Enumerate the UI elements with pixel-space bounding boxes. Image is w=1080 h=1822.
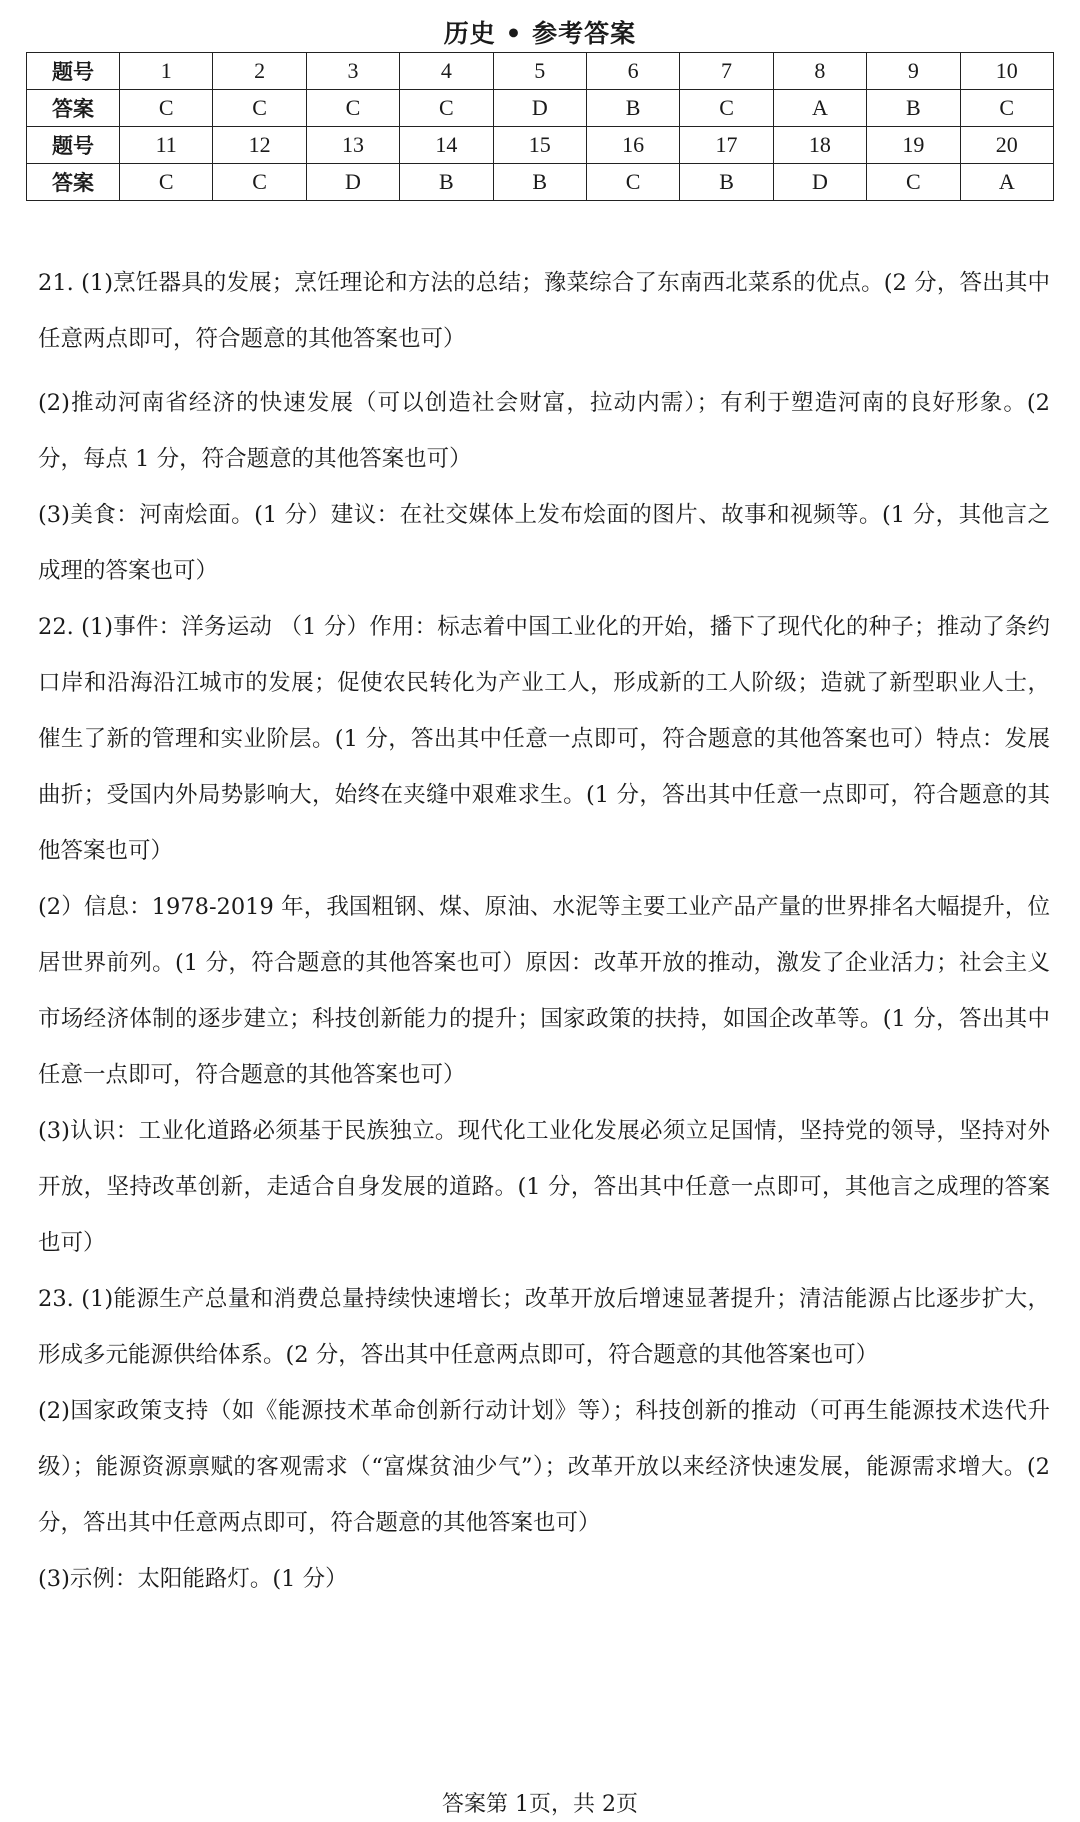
table-cell: B <box>867 90 960 127</box>
table-cell: 10 <box>960 53 1053 90</box>
table-cell: C <box>306 90 399 127</box>
table-cell: B <box>680 164 773 201</box>
table-cell: C <box>400 90 493 127</box>
row-header: 答案 <box>27 90 120 127</box>
table-cell: 5 <box>493 53 586 90</box>
table-cell: B <box>586 90 679 127</box>
table-cell: 12 <box>213 127 306 164</box>
row-header: 题号 <box>27 127 120 164</box>
table-cell: 16 <box>586 127 679 164</box>
table-cell: 7 <box>680 53 773 90</box>
table-cell: A <box>773 90 866 127</box>
table-cell: 15 <box>493 127 586 164</box>
page-footer: 答案第 1页，共 2页 <box>442 1792 638 1817</box>
answer-23-2: (2)国家政策支持（如《能源技术革命创新行动计划》等）；科技创新的推动（可再生能源技术迭代升级）；能源资源禀赋的客观需求（“富煤贫油少气”）；改革开放以来经济快速发展，能源需求增大。(2 分，答出其中任意两点即可，符合题意的其他答案也可） <box>38 1398 1050 1536</box>
table-cell: D <box>493 90 586 127</box>
answer-22-1: 22. (1)事件：洋务运动 （1 分）作用：标志着中国工业化的开始，播下了现代化的种子；推动了条约口岸和沿海沿江城市的发展；促使农民转化为产业工人，形成新的工人阶级；造就了新型职业人士，催生了新的管理和实业阶层。(1 分，答出其中任意一点即可，符合题意的其他答案也可）特点：发展曲折；受国内外局势影响大，始终在夹缝中艰难求生。(1 分，答出其中任意一点即可，符合题意的其他答案也可） <box>38 614 1050 864</box>
table-cell: 18 <box>773 127 866 164</box>
table-cell: 20 <box>960 127 1053 164</box>
table-cell: C <box>213 90 306 127</box>
answer-23-3: (3)示例：太阳能路灯。(1 分） <box>38 1566 348 1592</box>
table-cell: D <box>306 164 399 201</box>
table-row <box>27 127 1054 164</box>
table-cell: B <box>493 164 586 201</box>
table-row <box>27 164 1054 201</box>
answer-22-3: (3)认识：工业化道路必须基于民族独立。现代化工业化发展必须立足国情，坚持党的领导，坚持对外开放，坚持改革创新，走适合自身发展的道路。(1 分，答出其中任意一点即可，其他言之成理的答案也可） <box>38 1118 1050 1256</box>
table-cell: 11 <box>120 127 213 164</box>
table-cell: C <box>586 164 679 201</box>
table-cell: 9 <box>867 53 960 90</box>
table-cell: 17 <box>680 127 773 164</box>
table-cell: C <box>213 164 306 201</box>
table-cell: C <box>960 90 1053 127</box>
table-cell: 3 <box>306 53 399 90</box>
page-title: 历史 • 参考答案 <box>443 19 637 48</box>
table-cell: 2 <box>213 53 306 90</box>
table-cell: C <box>120 164 213 201</box>
row-header: 题号 <box>27 53 120 90</box>
table-cell: B <box>400 164 493 201</box>
table-cell: 4 <box>400 53 493 90</box>
table-cell: C <box>120 90 213 127</box>
table-row <box>27 53 1054 90</box>
answer-23-1: 23. (1)能源生产总量和消费总量持续快速增长；改革开放后增速显著提升；清洁能源占比逐步扩大，形成多元能源供给体系。(2 分，答出其中任意两点即可，符合题意的其他答案也可） <box>38 1286 1050 1368</box>
answer-21-2: (2)推动河南省经济的快速发展（可以创造社会财富，拉动内需）；有利于塑造河南的良好形象。(2 分，每点 1 分，符合题意的其他答案也可） <box>38 390 1050 472</box>
row-header: 答案 <box>27 164 120 201</box>
answer-21-3: (3)美食：河南烩面。(1 分）建议：在社交媒体上发布烩面的图片、故事和视频等。(1 分，其他言之成理的答案也可） <box>38 502 1050 584</box>
answer-22-2: (2）信息：1978-2019 年，我国粗钢、煤、原油、水泥等主要工业产品产量的世界排名大幅提升，位居世界前列。(1 分，符合题意的其他答案也可）原因：改革开放的推动，激发了企业活力；社会主义市场经济体制的逐步建立；科技创新能力的提升；国家政策的扶持，如国企改革等。(1 分，答出其中任意一点即可，符合题意的其他答案也可） <box>38 894 1050 1088</box>
table-cell: 6 <box>586 53 679 90</box>
table-cell: C <box>680 90 773 127</box>
table-cell: 13 <box>306 127 399 164</box>
table-cell: D <box>773 164 866 201</box>
table-cell: 19 <box>867 127 960 164</box>
table-cell: C <box>867 164 960 201</box>
answer-content <box>38 255 1050 1607</box>
table-cell: 14 <box>400 127 493 164</box>
answer-table <box>26 52 1054 201</box>
table-cell: 1 <box>120 53 213 90</box>
table-row <box>27 90 1054 127</box>
table-cell: A <box>960 164 1053 201</box>
table-cell: 8 <box>773 53 866 90</box>
answer-21-1: 21. (1)烹饪器具的发展；烹饪理论和方法的总结；豫菜综合了东南西北菜系的优点。(2 分，答出其中任意两点即可，符合题意的其他答案也可） <box>38 270 1050 352</box>
